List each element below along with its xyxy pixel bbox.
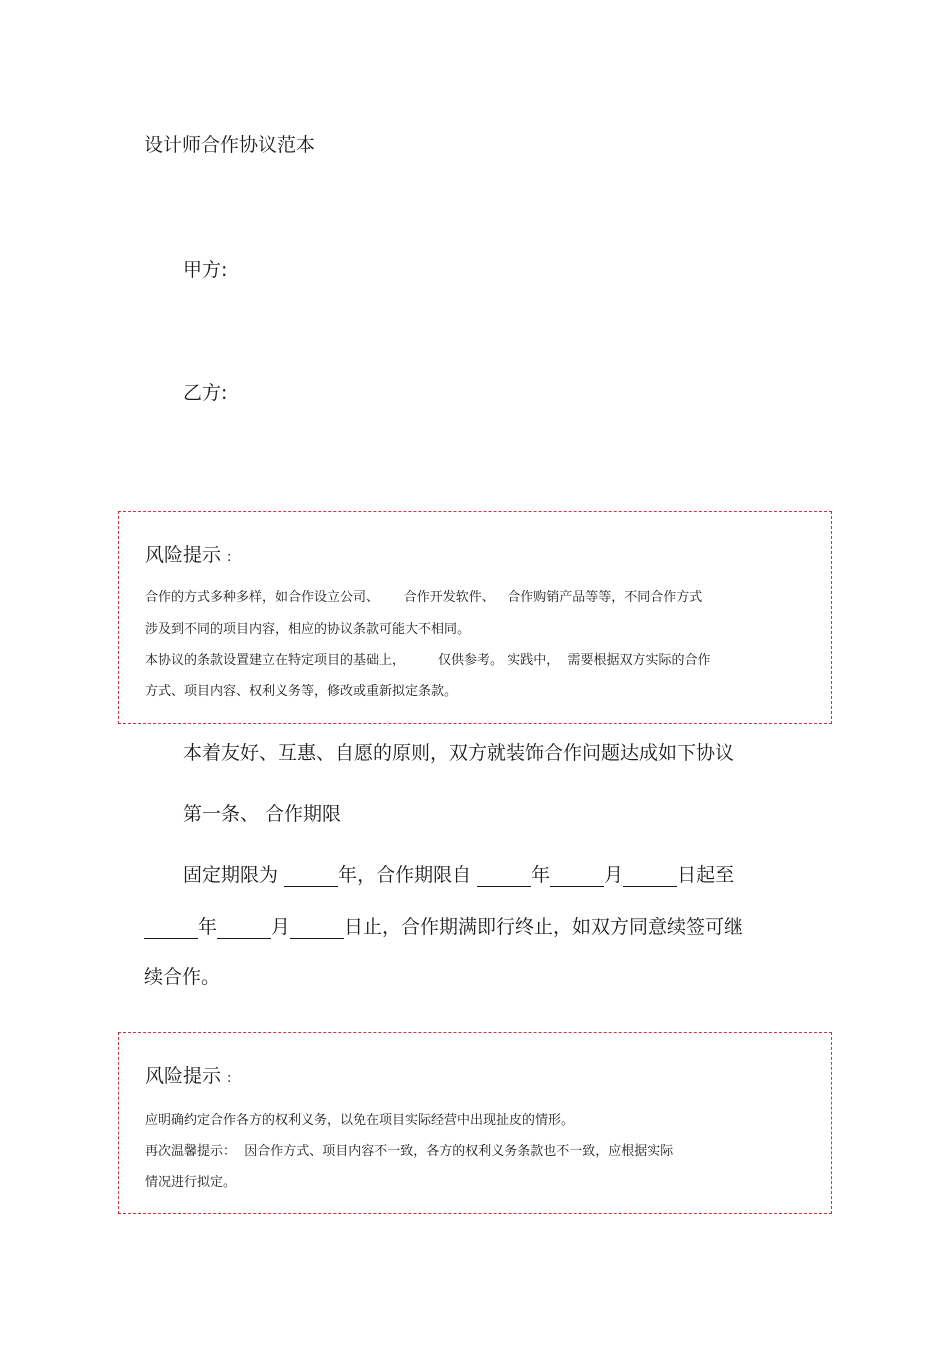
risk-heading-colon: : <box>227 550 232 565</box>
risk-line: 应明确约定合作各方的权利义务，以免在项目实际经营中出现扯皮的情形。 <box>145 1113 575 1128</box>
risk-line: 方式、项目内容、权利义务等，修改或重新拟定条款。 <box>145 684 458 699</box>
risk-heading-text: 风险提示 <box>145 1065 222 1087</box>
risk-line: 情况进行拟定。 <box>145 1175 237 1190</box>
period-year-label: 年 <box>198 916 218 938</box>
period-month-label: 月 <box>271 916 291 938</box>
period-year-label: 年 <box>338 864 358 886</box>
risk-heading-text: 风险提示 <box>145 544 222 566</box>
risk-line: 合作的方式多种多样，如合作设立公司、 合作开发软件、 合作购销产品等等，不同合作方式 <box>145 590 703 605</box>
document-title: 设计师合作协议范本 <box>144 134 316 156</box>
intro-paragraph: 本着友好、互惠、自愿的原则，双方就装饰合作问题达成如下协议 <box>183 742 735 764</box>
period-line-2 <box>144 912 743 939</box>
risk-line: 涉及到不同的项目内容，相应的协议条款可能大不相同。 <box>145 622 471 637</box>
risk-heading <box>145 540 231 567</box>
period-year-label: 年 <box>531 864 551 886</box>
period-end-label: 日止 <box>344 916 383 938</box>
risk-line: 再次温馨提示： 因合作方式、项目内容不一致，各方的权利义务条款也不一致，应根据实际 <box>145 1144 674 1159</box>
period-line-3: 续合作。 <box>144 966 221 988</box>
risk-box-1 <box>118 511 832 724</box>
risk-box-2 <box>118 1032 832 1214</box>
blank-field <box>550 866 604 887</box>
blank-field <box>623 866 677 887</box>
party-a-label: 甲方: <box>183 259 228 281</box>
blank-field <box>217 918 271 939</box>
blank-field <box>284 866 338 887</box>
risk-line: 本协议的条款设置建立在特定项目的基础上， 仅供参考。 实践中， 需要根据双方实际的合作 <box>145 653 711 668</box>
risk-heading-colon: : <box>227 1071 232 1086</box>
party-b-label: 乙方: <box>183 382 228 404</box>
risk-heading <box>145 1061 231 1088</box>
article-heading: 第一条、 合作期限 <box>183 803 342 825</box>
period-text: ，合作期限自 <box>357 864 478 886</box>
blank-field <box>290 918 344 939</box>
blank-field <box>477 866 531 887</box>
period-day-label: 日起至 <box>677 864 735 886</box>
period-text: ，合作期满即行终止，如双方同意续签可继 <box>382 916 744 938</box>
blank-field <box>144 918 198 939</box>
period-month-label: 月 <box>604 864 624 886</box>
period-line-1 <box>183 860 734 887</box>
period-text: 固定期限为 <box>183 864 285 886</box>
